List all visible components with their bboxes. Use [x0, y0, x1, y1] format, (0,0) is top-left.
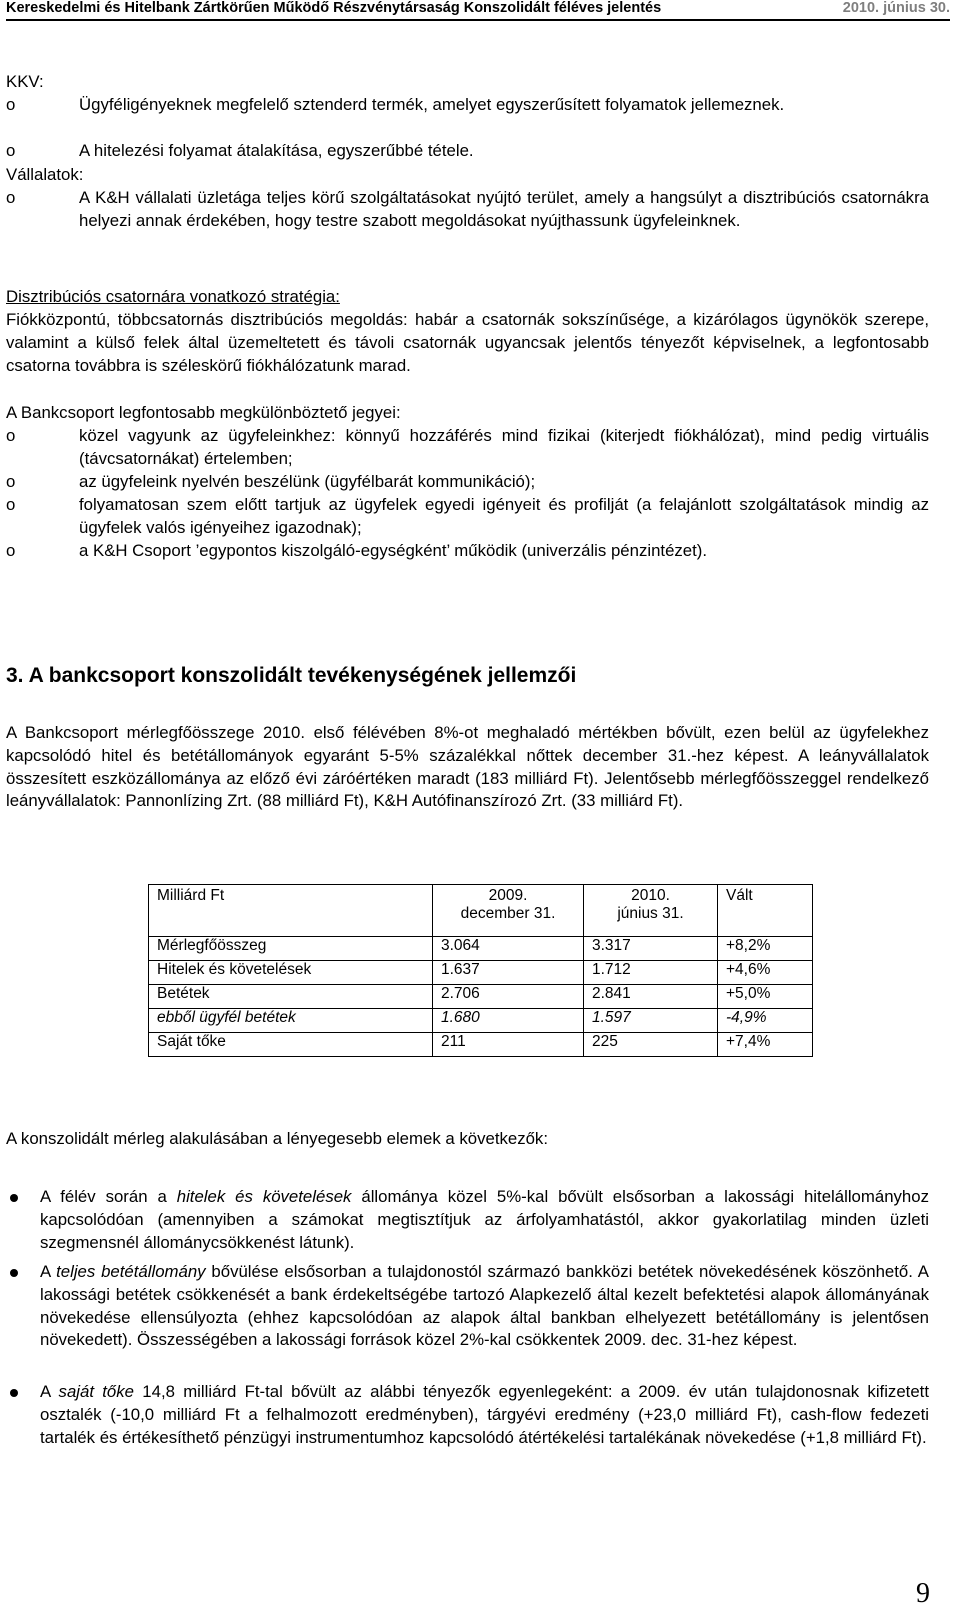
- row-2010: 225: [584, 1033, 718, 1057]
- row-2009: 2.706: [433, 985, 584, 1009]
- features-item-2: az ügyfeleink nyelvén beszélünk (ügyfélbarát kommunikáció);: [79, 472, 536, 491]
- balance-item-2: [40, 1261, 929, 1352]
- balance-item-3-post: 14,8 milliárd Ft-tal bővült az alábbi tényezők egyenlegeként: a 2009. év után tulajdonosnak kifizetett osztalék (-10,0 milliárd Ft a felhalmozott eredményben), tárgyévi eredmény (+23,0 milliárd Ft), cash-flow fedezeti tartalék és értékesíthető pénzügyi instrumentumhoz kapcsolódó átértékelési tartalékának növekedése (+1,8 milliárd Ft).: [40, 1382, 929, 1447]
- header-year-2009: 2009.: [488, 887, 528, 904]
- balance-item-1-emphasis: hitelek és követelések: [176, 1187, 352, 1206]
- row-change: +4,6%: [718, 961, 813, 985]
- balance-item-2-emphasis: teljes betétállomány: [56, 1262, 206, 1281]
- section-3-heading: 3. A bankcsoport konszolidált tevékenységének jellemzői: [6, 664, 577, 687]
- features-bullet: o: [6, 495, 16, 514]
- table-row: [149, 1033, 813, 1057]
- table-row: [149, 985, 813, 1009]
- row-label: ebből ügyfél betétek: [149, 1009, 433, 1033]
- row-change: +7,4%: [718, 1033, 813, 1057]
- balance-item-1-post: állománya közel 5%-kal bővült elsősorban a lakossági hitelállományhoz kapcsolódóan (amennyiben a számokat megtisztítjuk az árfolyamhatástól, akkor gyakorlatilag minden üzleti szegmensnél állománycsökkenést látunk).: [40, 1187, 929, 1252]
- header-date: 2010. június 30.: [842, 0, 950, 16]
- row-label: Betétek: [149, 985, 433, 1009]
- row-change: +5,0%: [718, 985, 813, 1009]
- balance-item-1-pre: A félév során a: [40, 1187, 177, 1206]
- page-number: 9: [916, 1578, 930, 1609]
- kkv-bullet: o: [6, 95, 16, 114]
- row-2009: 1.637: [433, 961, 584, 985]
- balance-item-2-pre: A: [40, 1262, 57, 1281]
- row-label: Mérlegfőösszeg: [149, 937, 433, 961]
- table-header-cell: [433, 885, 584, 937]
- table-row: [149, 937, 813, 961]
- page-header: [6, 0, 950, 22]
- strategy-heading: Disztribúciós csatornára vonatkozó stratégia:: [6, 287, 340, 306]
- features-bullet: o: [6, 541, 16, 560]
- table-header-row: [149, 885, 813, 937]
- balance-intro: A konszolidált mérleg alakulásában a lényegesebb elemek a következők:: [6, 1129, 548, 1148]
- row-label: Saját tőke: [149, 1033, 433, 1057]
- balance-item-3-pre: A: [40, 1382, 59, 1401]
- vallalatok-item-1: A K&H vállalati üzletága teljes körű szolgáltatásokat nyújtó terület, amely a hangsúlyt a disztribúciós csatornákra helyezi annak érdekében, hogy testre szabott megoldásokat nyújthassunk ügyfeleinknek.: [79, 188, 929, 230]
- vallalatok-label: Vállalatok:: [6, 165, 84, 184]
- table-header-cell: Vált: [718, 885, 813, 937]
- row-2010: 1.712: [584, 961, 718, 985]
- section-3-paragraph: A Bankcsoport mérlegfőösszege 2010. első félévében 8%-ot meghaladó mértékben bővült, ezen belül az ügyfelekhez kapcsolódó hitel és betétállományok egyaránt 5-5% százalékkal nőttek december 31.-hez képest. A leányvállalatok összesített eszközállománya az előző évi záróértéken maradt (183 milliárd Ft). Jelentősebb mérlegfőösszeggel rendelkező leányvállalatok: Pannonlízing Zrt. (88 milliárd Ft), K&H Autófinanszírozó Zrt. (33 milliárd Ft).: [6, 723, 929, 811]
- vallalatok-bullet: o: [6, 188, 16, 207]
- row-2010: 2.841: [584, 985, 718, 1009]
- balance-item-2-post: bővülése elsősorban a tulajdonostól származó bankközi betétek növekedésének köszönhető. A lakossági betétek csökkenését a bank érdekeltségébe tartozó Alapkezelő által kezelt befektetési alapok állományának növekedése ellensúlyozta (ehhez kapcsolódóan az alapok által bankban elhelyezett betétállomány is jelentősen növekedett). Összességében a lakossági források közel 2%-kal csökkentek 2009. dec. 31-hez képest.: [40, 1262, 929, 1350]
- row-2009: 211: [433, 1033, 584, 1057]
- row-change: +8,2%: [718, 937, 813, 961]
- header-date-2009: december 31.: [460, 905, 556, 922]
- row-2009: 3.064: [433, 937, 584, 961]
- kkv-item-1: Ügyféligényeknek megfelelő sztenderd termék, amelyet egyszerűsített folyamatok jellemeznek.: [79, 95, 785, 114]
- features-bullet: o: [6, 426, 16, 445]
- bullet-dot: [10, 1389, 18, 1397]
- financial-table: [148, 884, 813, 1057]
- table-row: [149, 961, 813, 985]
- row-2010: 3.317: [584, 937, 718, 961]
- table-row: [149, 1009, 813, 1033]
- balance-item-1: [40, 1186, 929, 1254]
- bullet-dot: [10, 1269, 18, 1277]
- table-header-cell: Milliárd Ft: [149, 885, 433, 937]
- kkv-label: KKV:: [6, 72, 44, 91]
- features-bullet: o: [6, 472, 16, 491]
- bullet-dot: [10, 1194, 18, 1202]
- table-header-cell: [584, 885, 718, 937]
- header-year-2010: 2010.: [631, 887, 670, 904]
- features-heading: A Bankcsoport legfontosabb megkülönböztető jegyei:: [6, 403, 401, 422]
- features-item-1: közel vagyunk az ügyfeleinkhez: könnyű hozzáférés mind fizikai (kiterjedt fiókhálózat), mind pedig virtuális (távcsatornákat) értelemben;: [79, 426, 929, 468]
- features-item-4: a K&H Csoport ’egypontos kiszolgáló-egységként’ működik (univerzális pénzintézet).: [79, 541, 708, 560]
- strategy-body: Fiókközpontú, többcsatornás disztribúciós megoldás: habár a csatornák sokszínűsége, a kizárólagos ügynökök szerepe, valamint a külső felek által üzemeltetett és távoli csatornák ugyancsak jelentős tényezőt képviselnek, a legfontosabb csatorna továbbra is széleskörű fiókhálózatunk marad.: [6, 310, 929, 375]
- kkv-item-2: A hitelezési folyamat átalakítása, egyszerűbbé tétele.: [79, 141, 474, 160]
- row-label: Hitelek és követelések: [149, 961, 433, 985]
- row-2010: 1.597: [584, 1009, 718, 1033]
- features-item-3: folyamatosan szem előtt tartjuk az ügyfelek egyedi igényeit és profilját (a felajánlott szolgáltatások mindig az ügyfelek valós igényeihez igazodnak);: [79, 495, 929, 537]
- row-change: -4,9%: [718, 1009, 813, 1033]
- balance-item-3: [40, 1381, 929, 1449]
- row-2009: 1.680: [433, 1009, 584, 1033]
- header-rule: [6, 19, 950, 21]
- balance-item-3-emphasis: saját tőke: [58, 1382, 134, 1401]
- header-title: Kereskedelmi és Hitelbank Zártkörűen Működő Részvénytársaság Konszolidált féléves jelentés: [6, 0, 662, 16]
- header-date-2010: június 31.: [617, 905, 684, 922]
- kkv-bullet: o: [6, 141, 16, 160]
